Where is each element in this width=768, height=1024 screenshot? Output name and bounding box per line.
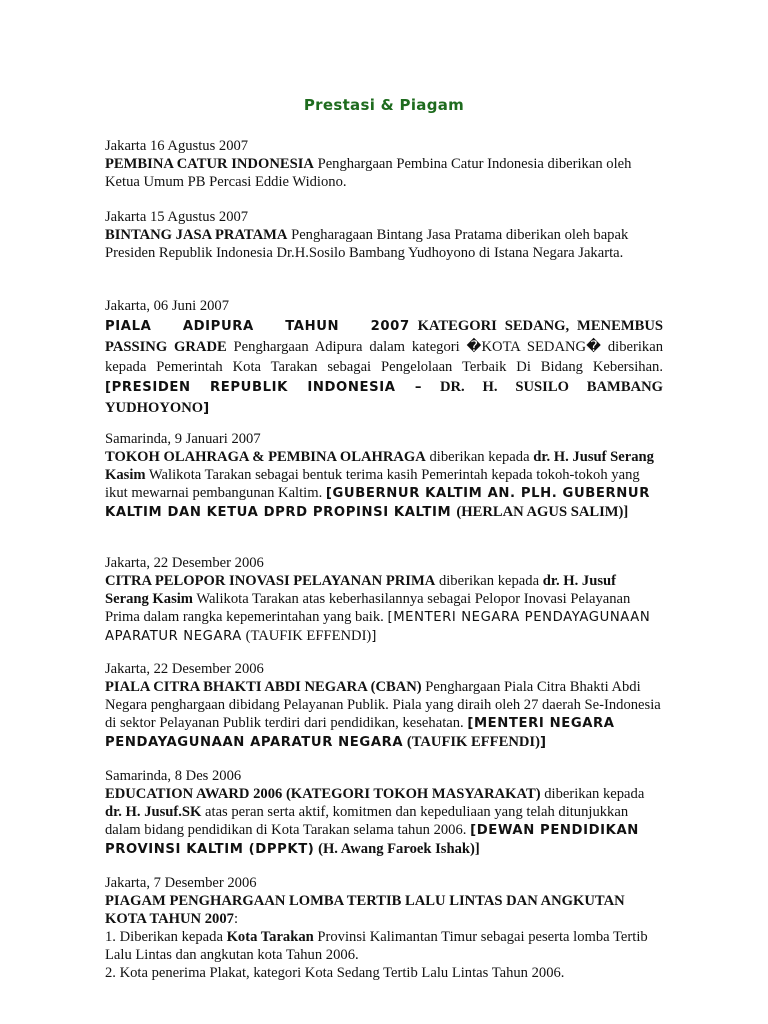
entry-source-close: ] xyxy=(539,735,547,750)
entry-heading: EDUCATION AWARD 2006 (KATEGORI TOKOH MASYARAKAT) xyxy=(105,786,541,802)
entry-text: Pengharagaan Bintang Jasa Pratama diberikan oleh bapak Presiden Republik Indonesia Dr.H.Sosilo Bambang Yudhoyono di Istana Negara Jakarta. xyxy=(105,227,629,261)
entry-date: Jakarta, 22 Desember 2006 xyxy=(105,661,264,677)
entry-person: dr. H. Jusuf.SK xyxy=(105,804,202,820)
entry-colon: : xyxy=(233,911,238,927)
entry-text: diberikan kepada xyxy=(435,573,543,589)
entry-source: [DEWAN PENDIDIKAN PROVINSI KALTIM (DPPKT) xyxy=(105,823,639,857)
entry-date: Jakarta, 7 Desember 2006 xyxy=(105,875,257,891)
entry-source-name: (TAUFIK EFFENDI) xyxy=(241,628,372,644)
entry-heading: PIALA ADIPURA TAHUN 2007 xyxy=(105,319,410,334)
list-item-text-cont: Provinsi Kalimantan Timur sebagai peserta lomba Tertib Lalu Lintas dan angkutan kota Tahun 2006. xyxy=(105,929,648,963)
entry-source-name: (HERLAN AGUS SALIM)] xyxy=(456,504,629,520)
entry-text-cont: atas peran serta aktif, komitmen dan kepeduliaan yang telah ditunjukkan dalam bidang pendidikan di Kota Tarakan selama tahun 2006. xyxy=(105,804,629,838)
entry-heading: CITRA PELOPOR INOVASI PELAYANAN PRIMA xyxy=(105,573,436,589)
award-entry-3 xyxy=(105,296,663,419)
list-item xyxy=(105,928,663,964)
award-entry-4 xyxy=(105,430,663,522)
entry-heading-cont: KATEGORI SEDANG, MENEMBUS PASSING GRADE xyxy=(105,318,663,355)
entry-text: Penghargaan Adipura dalam kategori �KOTA SEDANG� diberikan kepada Pemerintah Kota Tarakan sebagai Pengelolaan Terbaik Di Bidang Kebersihan. xyxy=(105,339,663,375)
list-item-city: Kota Tarakan xyxy=(226,929,314,945)
entry-heading: PEMBINA CATUR INDONESIA xyxy=(105,156,314,172)
award-entry-7 xyxy=(105,767,663,859)
entry-source-name: DR. H. SUSILO BAMBANG YUDHOYONO xyxy=(105,379,663,416)
award-entry-5 xyxy=(105,554,663,646)
list-item xyxy=(105,964,663,982)
entry-date: Samarinda, 9 Januari 2007 xyxy=(105,431,261,447)
entry-source: [PRESIDEN REPUBLIK INDONESIA – xyxy=(105,380,423,395)
entry-source: [GUBERNUR KALTIM AN. PLH. GUBERNUR KALTIM DAN KETUA DPRD PROPINSI KALTIM xyxy=(105,486,650,520)
entry-date: Jakarta 15 Agustus 2007 xyxy=(105,209,249,225)
entry-text: Penghargaan Piala Citra Bhakti Abdi Negara penghargaan dibidang Pelayanan Publik. Piala yang diraih oleh 27 daerah Se-Indonesia di sektor Pelayanan Publik terdiri dari pendidikan, kesehatan. xyxy=(105,679,661,731)
entry-heading: PIALA CITRA BHAKTI ABDI NEGARA (CBAN) xyxy=(105,679,422,695)
entry-heading: PIAGAM PENGHARGAAN LOMBA TERTIB LALU LINTAS DAN ANGKUTAN KOTA TAHUN 2007 xyxy=(105,893,625,927)
entry-source-close: ] xyxy=(371,629,378,644)
entry-source: [MENTERI NEGARA PENDAYAGUNAAN APARATUR NEGARA xyxy=(105,610,651,644)
entry-heading: BINTANG JASA PRATAMA xyxy=(105,227,288,243)
entry-text-cont: Walikota Tarakan atas keberhasilannya sebagai Pelopor Inovasi Pelayanan Prima dalam rangka kepemerintahan yang baik. xyxy=(105,591,631,625)
page-title: Prestasi & Piagam xyxy=(303,96,465,114)
entry-source: [MENTERI NEGARA PENDAYAGUNAAN APARATUR NEGARA xyxy=(105,716,615,750)
entry-text-cont: Walikota Tarakan sebagai bentuk terima kasih Pemerintah kepada tokoh-tokoh yang ikut mewarnai pembangunan Kaltim. xyxy=(105,467,640,501)
entry-text: Penghargaan Pembina Catur Indonesia diberikan oleh Ketua Umum PB Percasi Eddie Widiono. xyxy=(105,156,632,190)
award-entry-1 xyxy=(105,137,663,191)
entry-heading: TOKOH OLAHRAGA & PEMBINA OLAHRAGA xyxy=(105,449,426,465)
award-entry-2 xyxy=(105,208,663,262)
award-entry-6 xyxy=(105,660,663,752)
entry-source-name: (H. Awang Faroek Ishak)] xyxy=(314,841,480,857)
entry-date: Jakarta, 22 Desember 2006 xyxy=(105,555,264,571)
list-item-text: 1. Diberikan kepada xyxy=(105,929,227,945)
entry-date: Jakarta 16 Agustus 2007 xyxy=(105,138,249,154)
list-item-text: 2. Kota penerima Plakat, kategori Kota Sedang Tertib Lalu Lintas Tahun 2006. xyxy=(105,965,565,981)
entry-date: Samarinda, 8 Des 2006 xyxy=(105,768,242,784)
entry-person: dr. H. Jusuf Serang Kasim xyxy=(105,573,616,607)
entry-date: Jakarta, 06 Juni 2007 xyxy=(105,298,230,314)
award-entry-8 xyxy=(105,874,663,982)
entry-source-name: (TAUFIK EFFENDI) xyxy=(403,734,540,750)
entry-text: diberikan kepada xyxy=(425,449,534,465)
entry-person: dr. H. Jusuf Serang Kasim xyxy=(105,449,654,483)
entry-source-close: ] xyxy=(203,401,210,416)
entry-text: diberikan kepada xyxy=(540,786,645,802)
